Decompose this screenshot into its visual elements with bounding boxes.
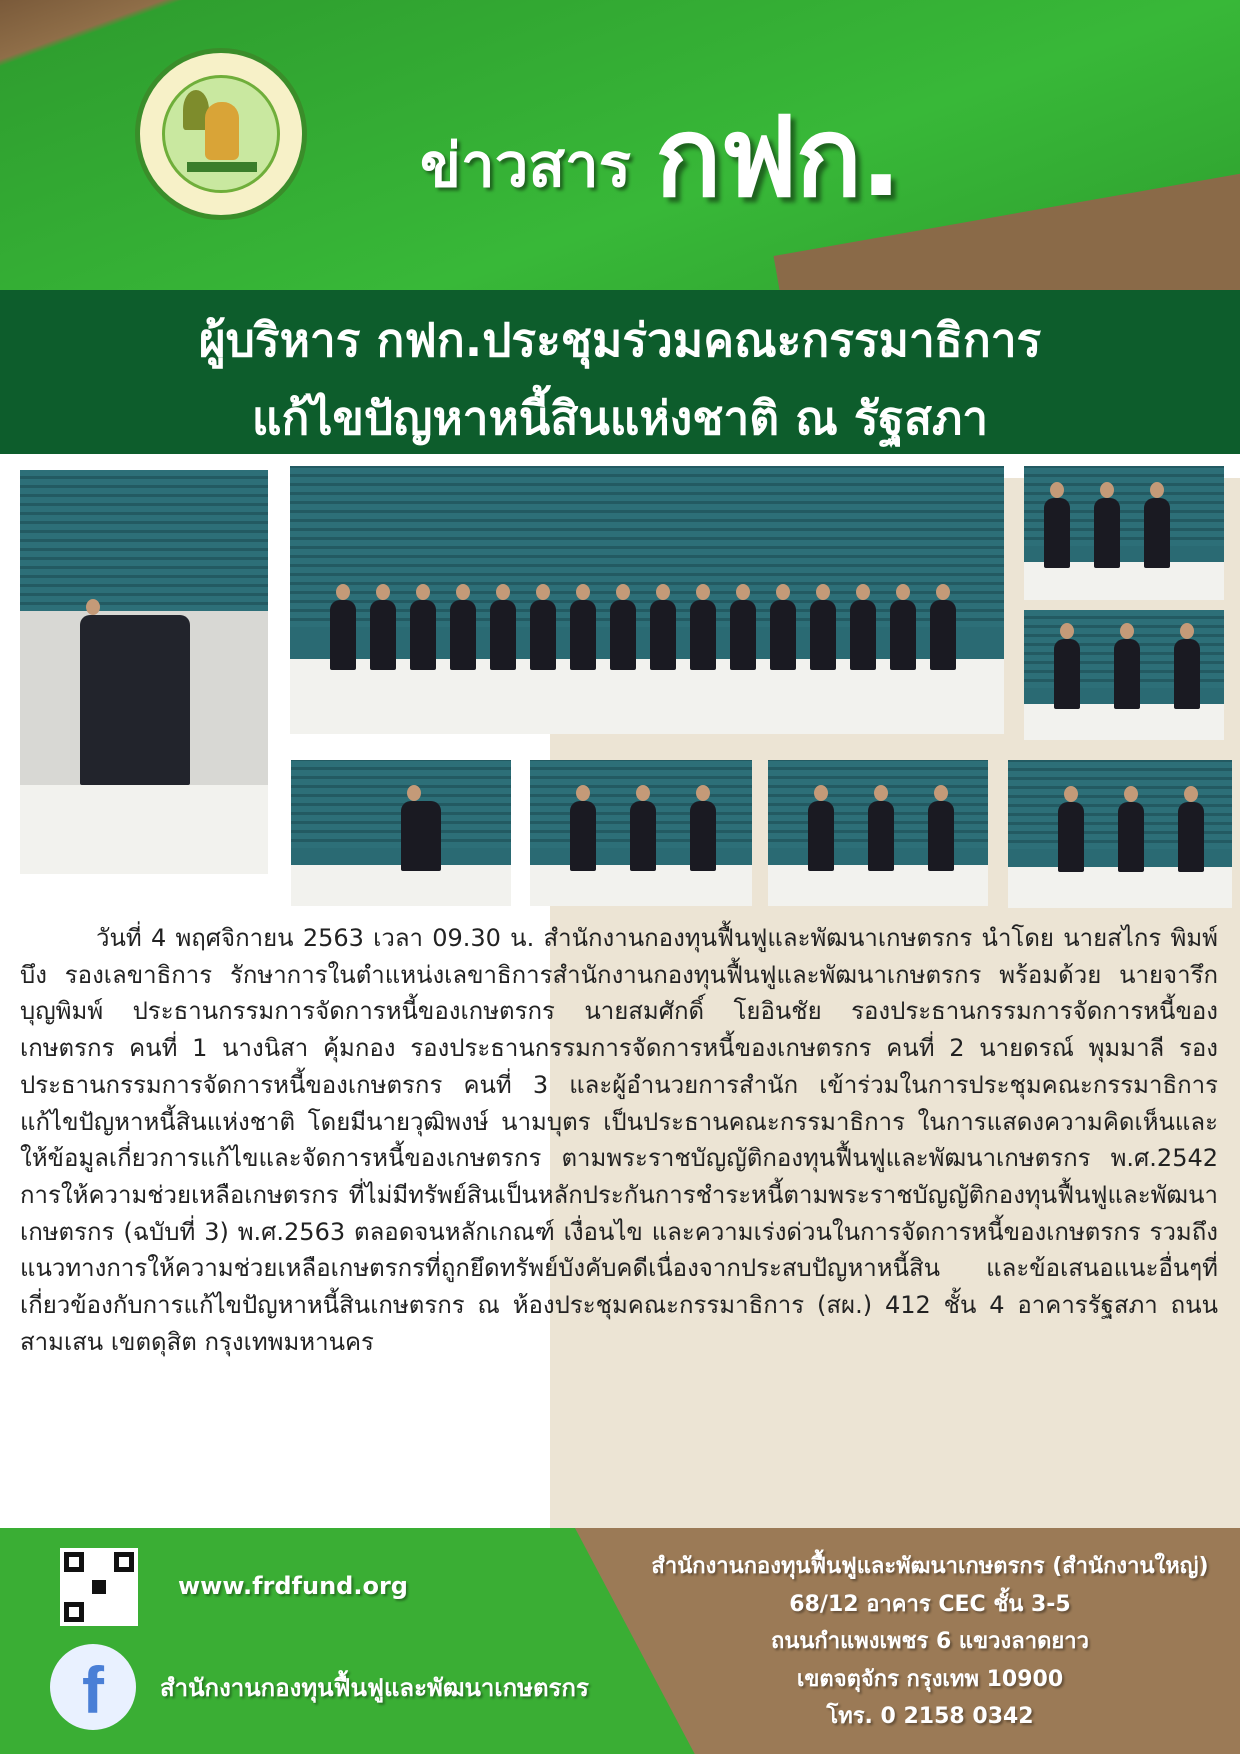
qr-code-icon[interactable] — [60, 1548, 138, 1626]
address-line-org: สำนักงานกองทุนฟื้นฟูและพัฒนาเกษตรกร (สำนักงานใหญ่) — [651, 1554, 1209, 1579]
photo-panel-1 — [530, 760, 752, 906]
photo-panel-2 — [768, 760, 988, 906]
logo-base — [187, 162, 257, 172]
headline-line-1: ผู้บริหาร กฟก.ประชุมร่วมคณะกรรมาธิการ — [198, 313, 1042, 367]
brand-acronym: กฟก. — [655, 93, 900, 221]
photo-group — [290, 466, 1004, 734]
contact-address — [630, 1548, 1230, 1736]
facebook-page-name[interactable]: สำนักงานกองทุนฟื้นฟูและพัฒนาเกษตรกร — [160, 1674, 589, 1702]
goddess-figure-icon — [205, 102, 239, 160]
headline-bar — [0, 290, 1240, 454]
photo-meeting-mid-right — [1024, 610, 1224, 740]
logo-emblem — [162, 75, 280, 193]
organization-logo — [135, 48, 307, 220]
brand-news-label: ข่าวสาร — [420, 131, 631, 201]
address-line-phone: โทร. 0 2158 0342 — [826, 1704, 1034, 1729]
header-banner — [0, 0, 1240, 290]
article-paragraph: วันที่ 4 พฤศจิกายน 2563 เวลา 09.30 น. สำนักงานกองทุนฟื้นฟูและพัฒนาเกษตรกร นำโดย นายสไกร พิมพ์บึง รองเลขาธิการ รักษาการในตำแหน่งเลขาธิการสำนักงานกองทุนฟื้นฟูและพัฒนาเกษตรกร พร้อมด้วย นายจารึก บุญพิมพ์ ประธานกรรมการจัดการหนี้ของเกษตรกร นายสมศักดิ์ โยอินชัย รองประธานกรรมการจัดการหนี้ของเกษตรกร คนที่ 1 นางนิสา คุ้มกอง รองประธานกรรมการจัดการหนี้ของเกษตรกร คนที่ 2 นายดรณ์ พุมมาลี รองประธานกรรมการจัดการหนี้ของเกษตรกร คนที่ 3 และผู้อำนวยการสำนัก เข้าร่วมในการประชุมคณะกรรมาธิการแก้ไขปัญหาหนี้สินแห่งชาติ โดยมีนายวุฒิพงษ์ นามบุตร เป็นประธานคณะกรรมาธิการ ในการแสดงความคิดเห็นและให้ข้อมูลเกี่ยวการแก้ไขและจัดการหนี้ของเกษตรกร ตามพระราชบัญญัติกองทุนฟื้นฟูและพัฒนาเกษตรกร พ.ศ.2542 การให้ความช่วยเหลือเกษตรกร ที่ไม่มีทรัพย์สินเป็นหลักประกันการชำระหนี้ตามพระราชบัญญัติกองทุนฟื้นฟูและพัฒนาเกษตรกร (ฉบับที่ 3) พ.ศ.2563 ตลอดจนหลักเกณฑ์ เงื่อนไข และความเร่งด่วนในการจัดการหนี้ของเกษตรกร รวมถึงแนวทางการให้ความช่วยเหลือเกษตรกรที่ถูกยึดทรัพย์บังคับคดีเนื่องจากประสบปัญหาหนี้สิน และข้อเสนอแนะอื่นๆที่เกี่ยวข้องกับการแก้ไขปัญหาหนี้สินเกษตรกร ณ ห้องประชุมคณะกรรมาธิการ (สผ.) 412 ชั้น 4 อาคารรัฐสภา ถนนสามเสน เขตดุสิต กรุงเทพมหานคร — [20, 924, 1218, 1356]
address-line-district: เขตจตุจักร กรุงเทพ 10900 — [796, 1666, 1064, 1692]
address-line-road: ถนนกำแพงเพชร 6 แขวงลาดยาว — [771, 1629, 1089, 1654]
address-line-building: 68/12 อาคาร CEC ชั้น 3-5 — [789, 1591, 1071, 1617]
photo-portrait-official — [20, 470, 268, 874]
photo-speaker — [291, 760, 511, 906]
facebook-icon[interactable]: f — [50, 1644, 136, 1730]
photo-meeting-top-right — [1024, 466, 1224, 600]
headline-line-2: แก้ไขปัญหาหนี้สินแห่งชาติ ณ รัฐสภา — [251, 391, 989, 445]
website-link[interactable]: www.frdfund.org — [178, 1572, 408, 1600]
article-body — [20, 920, 1218, 1360]
photo-panel-3 — [1008, 760, 1232, 908]
